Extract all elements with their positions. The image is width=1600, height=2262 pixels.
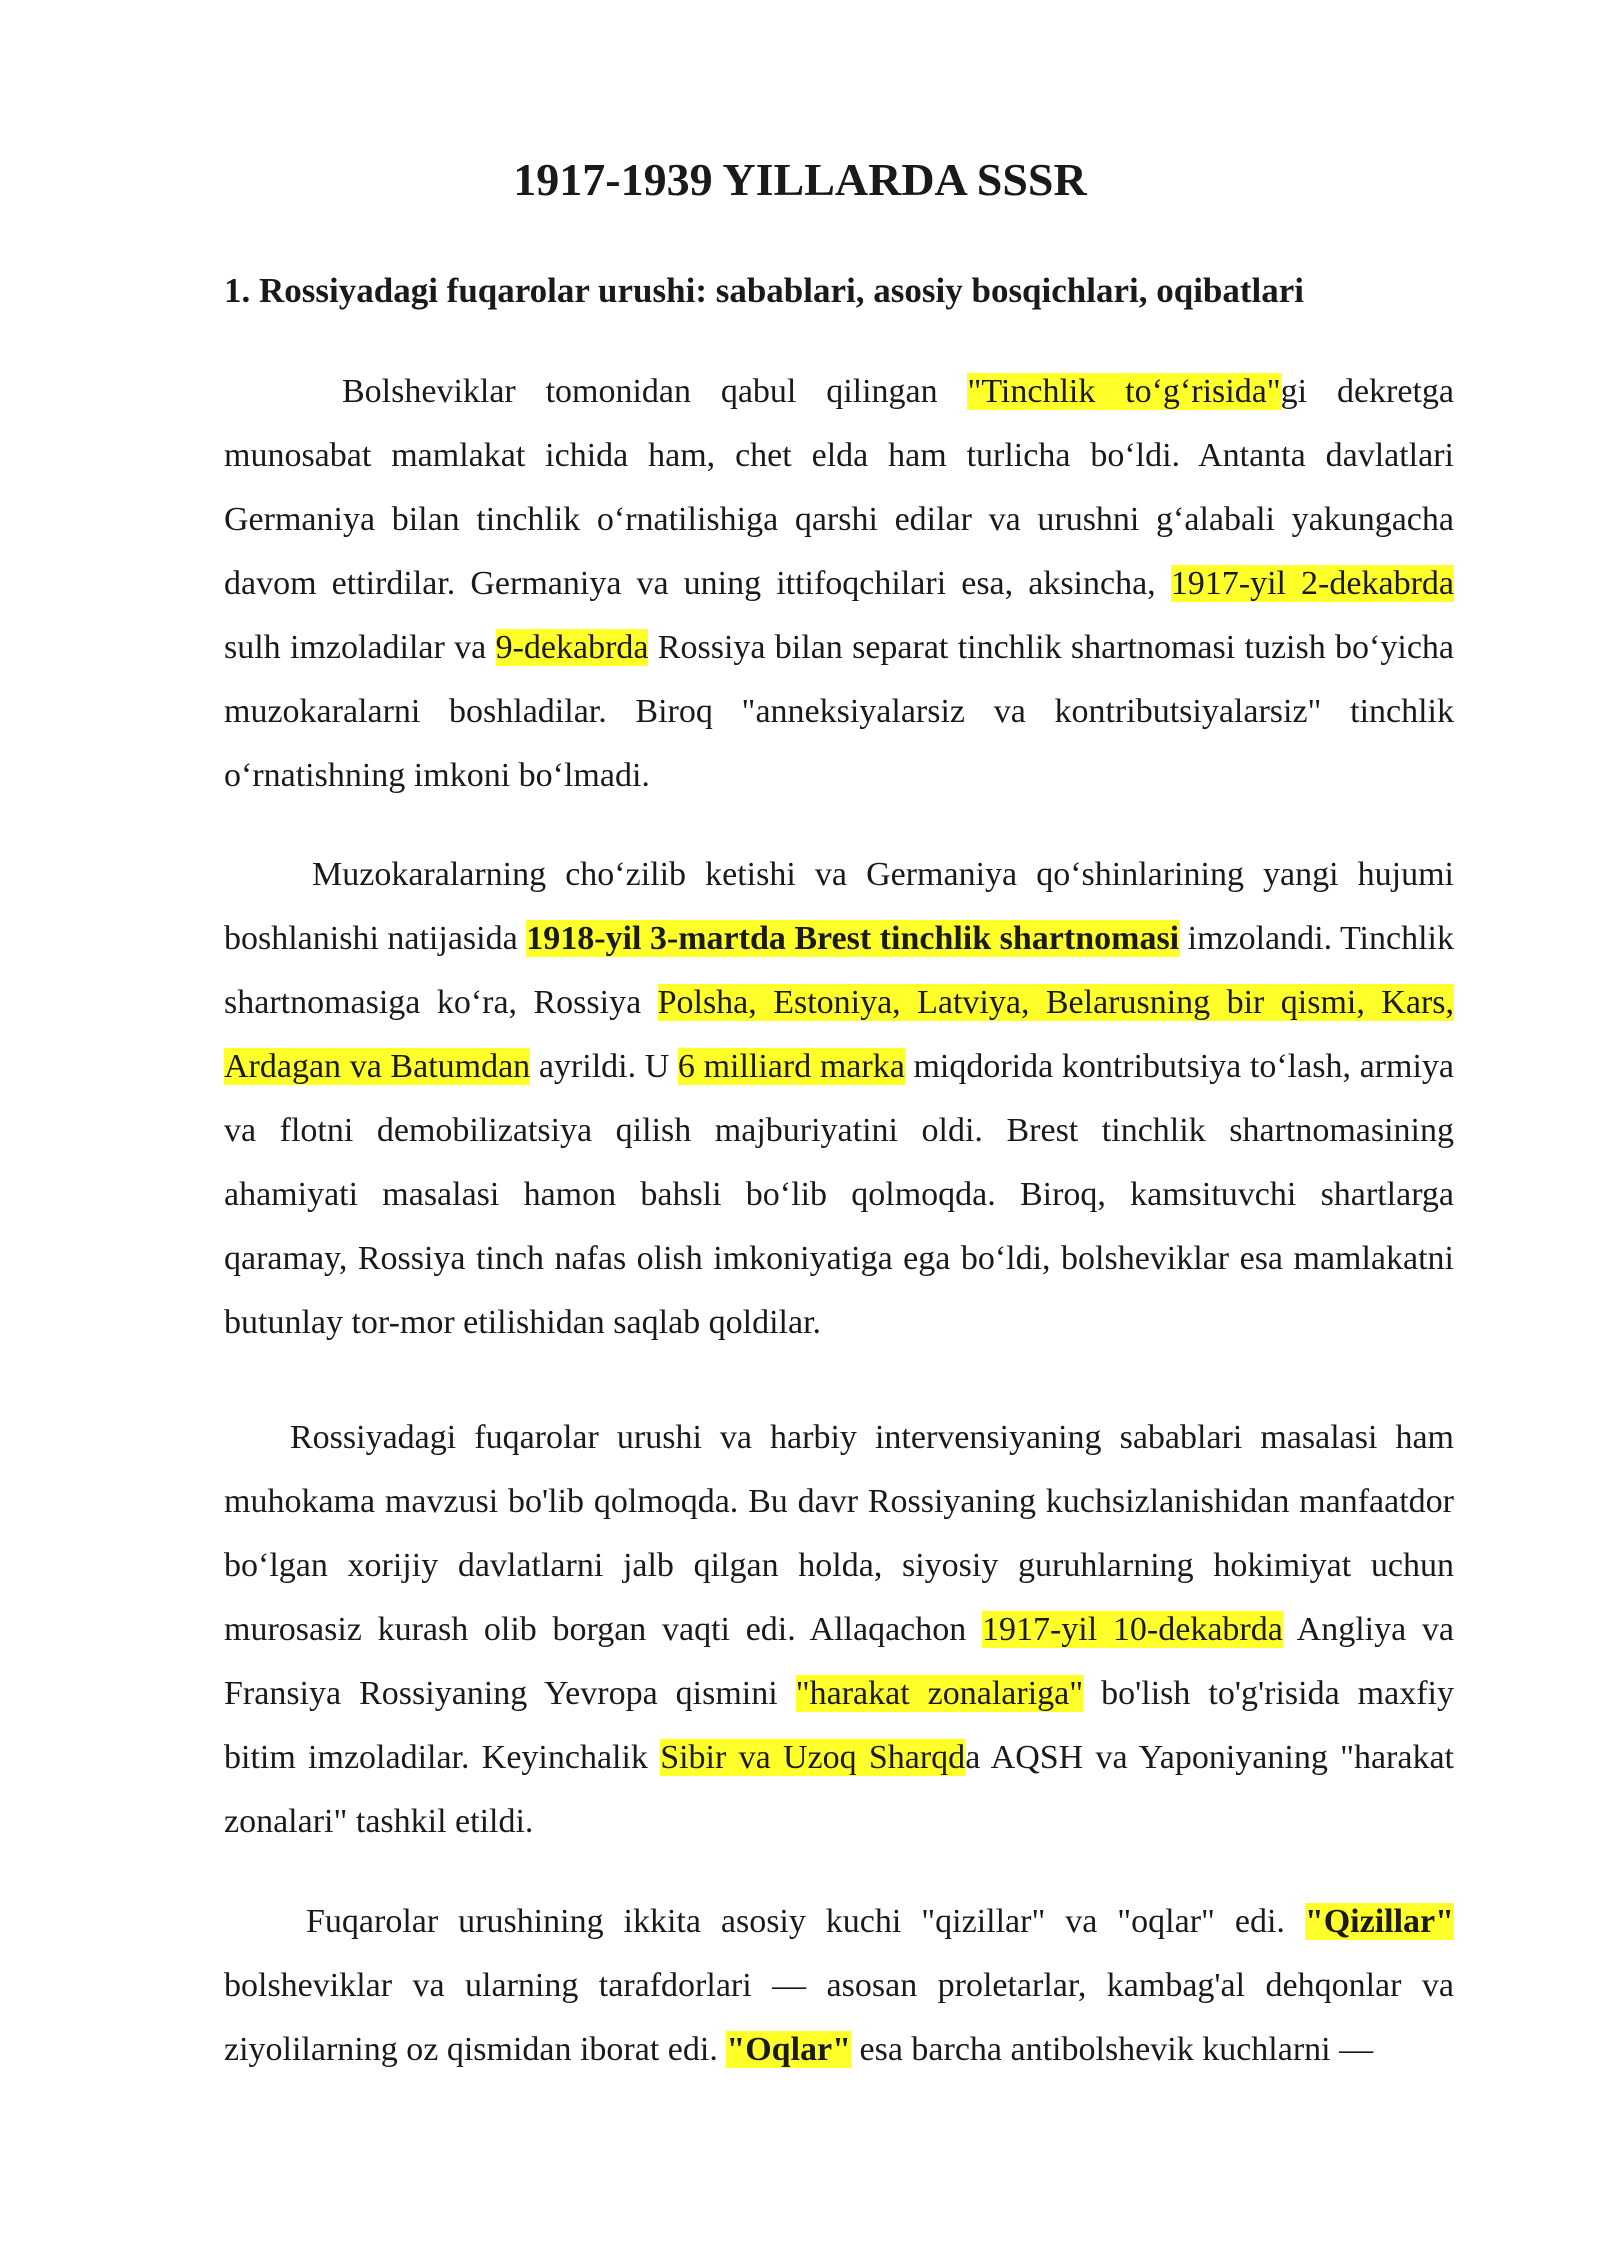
highlighted-text: "Oqlar" xyxy=(726,2031,851,2068)
paragraph-2 xyxy=(224,843,1454,1355)
highlighted-text: Polsha, Estoniya, Latviya, Belarusning bir qismi, Kars, Ardagan va Batumdan xyxy=(224,984,1454,1085)
paragraph-text: bolsheviklar va ularning tarafdorlari — asosan proletarlar, kambag'al dehqonlar va ziyolilarning oz qismidan iborat edi. xyxy=(224,1967,1454,2068)
paragraph-text: Bolsheviklar tomonidan qabul qilingan xyxy=(342,373,968,410)
paragraph-1 xyxy=(224,360,1454,808)
highlighted-text: 1917-yil 2-dekabrda xyxy=(1170,565,1454,602)
paragraph-text: Angliya va Fransiya Rossiyaning Yevropa qismini xyxy=(224,1611,1454,1712)
paragraph-3 xyxy=(224,1406,1454,1854)
paragraph-text: sulh imzoladilar va xyxy=(224,629,496,666)
highlighted-text: "Tinchlik to‘g‘risida" xyxy=(967,373,1281,410)
highlighted-text: 1918-yil 3-martda Brest tinchlik shartnomasi xyxy=(526,920,1180,957)
paragraph-text: imzolandi. Tinchlik shartnomasiga ko‘ra, Rossiya xyxy=(224,920,1454,1021)
paragraph-4 xyxy=(224,1890,1454,2082)
paragraph-text: Fuqarolar urushining ikkita asosiy kuchi "qizillar" va "oqlar" edi. xyxy=(306,1903,1305,1940)
highlighted-text: 6 milliard marka xyxy=(677,1048,905,1085)
highlighted-text: "harakat zonalariga" xyxy=(795,1675,1084,1712)
highlighted-text: Sibir va Uzoq Sharqd xyxy=(660,1739,966,1776)
paragraph-text: Rossiya bilan separat tinchlik shartnomasi tuzish bo‘yicha muzokaralarni boshladilar. Biroq "anneksiyalarsiz va kontributsiyalarsiz" tinchlik o‘rnatishning imkoni bo‘lmadi. xyxy=(224,629,1454,794)
highlighted-text: "Qizillar" xyxy=(1304,1903,1454,1940)
paragraph-text: Muzokaralarning cho‘zilib ketishi va Germaniya qo‘shinlarining yangi hujumi boshlanishi natijasida xyxy=(224,856,1454,957)
paragraph-text: bo'lish to'g'risida maxfiy bitim imzoladilar. Keyinchalik xyxy=(224,1675,1454,1776)
paragraph-text: gi dekretga munosabat mamlakat ichida ham, chet elda ham turlicha bo‘ldi. Antanta davlatlari Germaniya bilan tinchlik o‘rnatilishiga qarshi edilar va urushni g‘alabali yakungacha davom ettirdilar. Germaniya va uning ittifoqchilari esa, aksincha, xyxy=(224,373,1454,602)
paragraph-text: ayrildi. U xyxy=(530,1048,678,1085)
document-title: 1917-1939 YILLARDA SSSR xyxy=(513,154,1087,205)
paragraph-text: esa barcha antibolshevik kuchlarni — xyxy=(851,2031,1374,2068)
highlighted-text: 1917-yil 10-dekabrda xyxy=(981,1611,1283,1648)
highlighted-text: 9-dekabrda xyxy=(495,629,649,666)
paragraph-text: Rossiyadagi fuqarolar urushi va harbiy intervensiyaning sabablari masalasi ham muhokama mavzusi bo'lib qolmoqda. Bu davr Rossiyaning kuchsizlanishidan manfaatdor bo‘lgan xorijiy davlatlarni jalb qilgan holda, siyosiy guruhlarning hokimiyat uchun murosasiz kurash olib borgan vaqti edi. Allaqachon xyxy=(224,1419,1454,1648)
paragraph-text: a AQSH va Yaponiyaning "harakat zonalari" tashkil etildi. xyxy=(224,1739,1455,1840)
section-heading: 1. Rossiyadagi fuqarolar urushi: sabablari, asosiy bosqichlari, oqibatlari xyxy=(224,271,1305,310)
paragraph-text: miqdorida kontributsiya to‘lash, armiya va flotni demobilizatsiya qilish majburiyatini oldi. Brest tinchlik shartnomasining ahamiyati masalasi hamon bahsli bo‘lib qolmoqda. Biroq, kamsituvchi shartlarga qaramay, Rossiya tinch nafas olish imkoniyatiga ega bo‘ldi, bolsheviklar esa mamlakatni butunlay tor-mor etilishidan saqlab qoldilar. xyxy=(224,1048,1454,1341)
